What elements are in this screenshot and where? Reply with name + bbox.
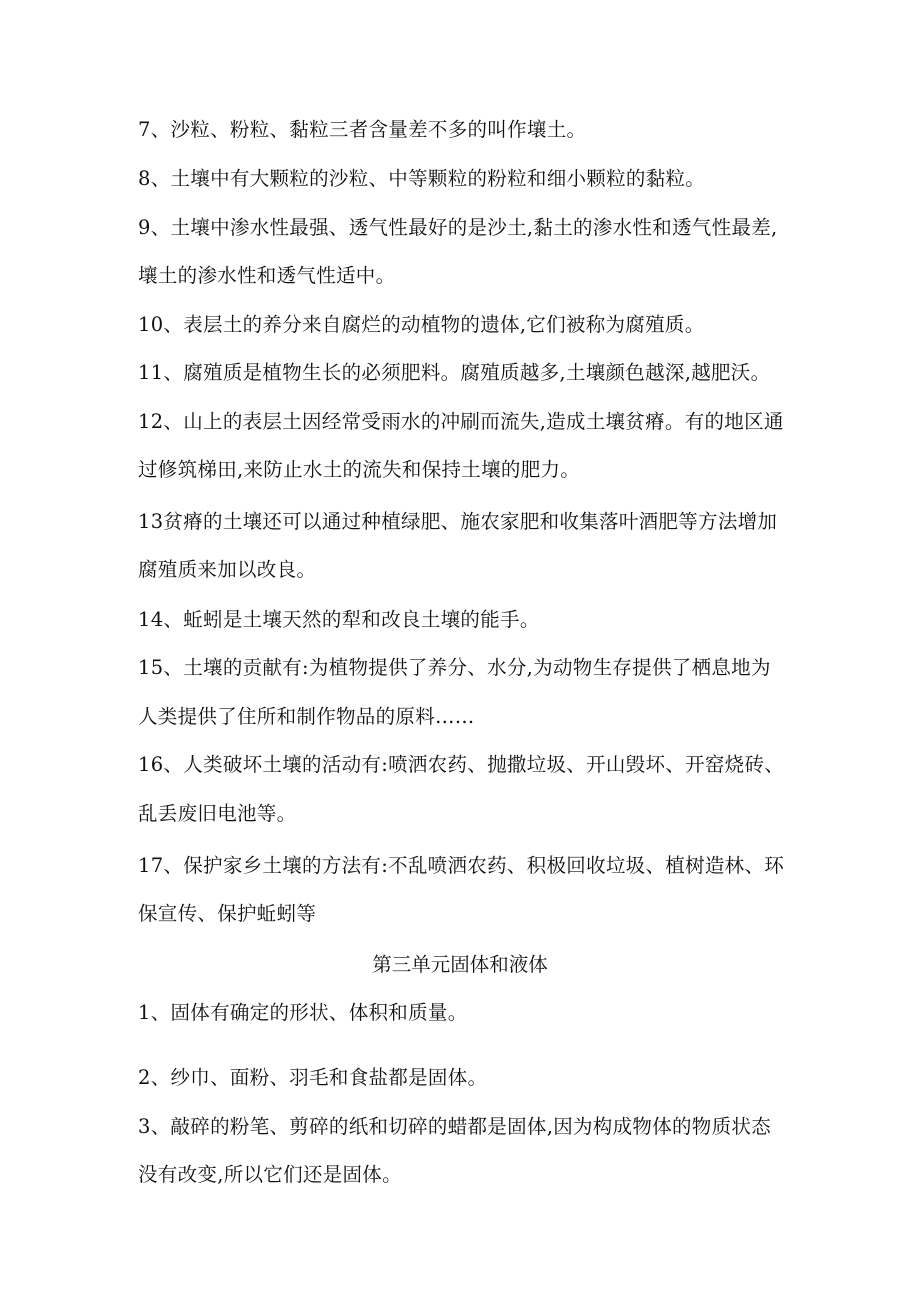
item-17-line-2: 保宣传、保护蚯蚓等 — [138, 902, 317, 925]
section-item-2: 2、纱巾、面粉、羽毛和食盐都是固体。 — [138, 1066, 488, 1089]
item-11: 11、腐殖质是植物生长的必须肥料。腐殖质越多,土壤颜色越深,越肥沃。 — [138, 361, 771, 384]
section-item-1: 1、固体有确定的形状、体积和质量。 — [138, 1001, 468, 1024]
item-13-line-1: 13贫瘠的土壤还可以通过种植绿肥、施农家肥和收集落叶酒肥等方法增加 — [138, 510, 778, 533]
item-17-line-1: 17、保护家乡土壤的方法有:不乱喷洒农药、积极回收垃圾、植树造林、环 — [138, 854, 785, 877]
item-8: 8、土壤中有大颗粒的沙粒、中等颗粒的粉粒和细小颗粒的黏粒。 — [138, 167, 706, 190]
item-15-line-2: 人类提供了住所和制作物品的原料…… — [138, 705, 475, 728]
item-16-line-1: 16、人类破坏土壤的活动有:喷洒农药、抛撒垃圾、开山毁坏、开窑烧砖、 — [138, 753, 785, 776]
item-12-line-2: 过修筑梯田,来防止水土的流失和保持土壤的肥力。 — [138, 458, 581, 481]
item-13-line-2: 腐殖质来加以改良。 — [138, 558, 317, 581]
item-7: 7、沙粒、粉粒、黏粒三者含量差不多的叫作壤土。 — [138, 118, 587, 141]
item-12-line-1: 12、山上的表层土因经常受雨水的冲刷而流失,造成土壤贫瘠。有的地区通 — [138, 410, 784, 433]
section-item-3-line-2: 没有改变,所以它们还是固体。 — [138, 1163, 402, 1186]
item-15-line-1: 15、土壤的贡献有:为植物提供了养分、水分,为动物生存提供了栖息地为 — [138, 656, 771, 679]
section-item-3-line-1: 3、敲碎的粉笔、剪碎的纸和切碎的蜡都是固体,因为构成物体的物质状态 — [138, 1115, 772, 1138]
item-14: 14、蚯蚓是土壤天然的犁和改良土壤的能手。 — [138, 608, 540, 631]
item-9-line-2: 壤土的渗水性和透气性适中。 — [138, 264, 396, 287]
section-title: 第三单元固体和液体 — [372, 953, 548, 976]
item-16-line-2: 乱丢废旧电池等。 — [138, 802, 297, 825]
item-9-line-1: 9、土壤中渗水性最强、透气性最好的是沙土,黏土的渗水性和透气性最差, — [138, 216, 778, 239]
item-10: 10、表层土的养分来自腐烂的动植物的遗体,它们被称为腐殖质。 — [138, 313, 705, 336]
